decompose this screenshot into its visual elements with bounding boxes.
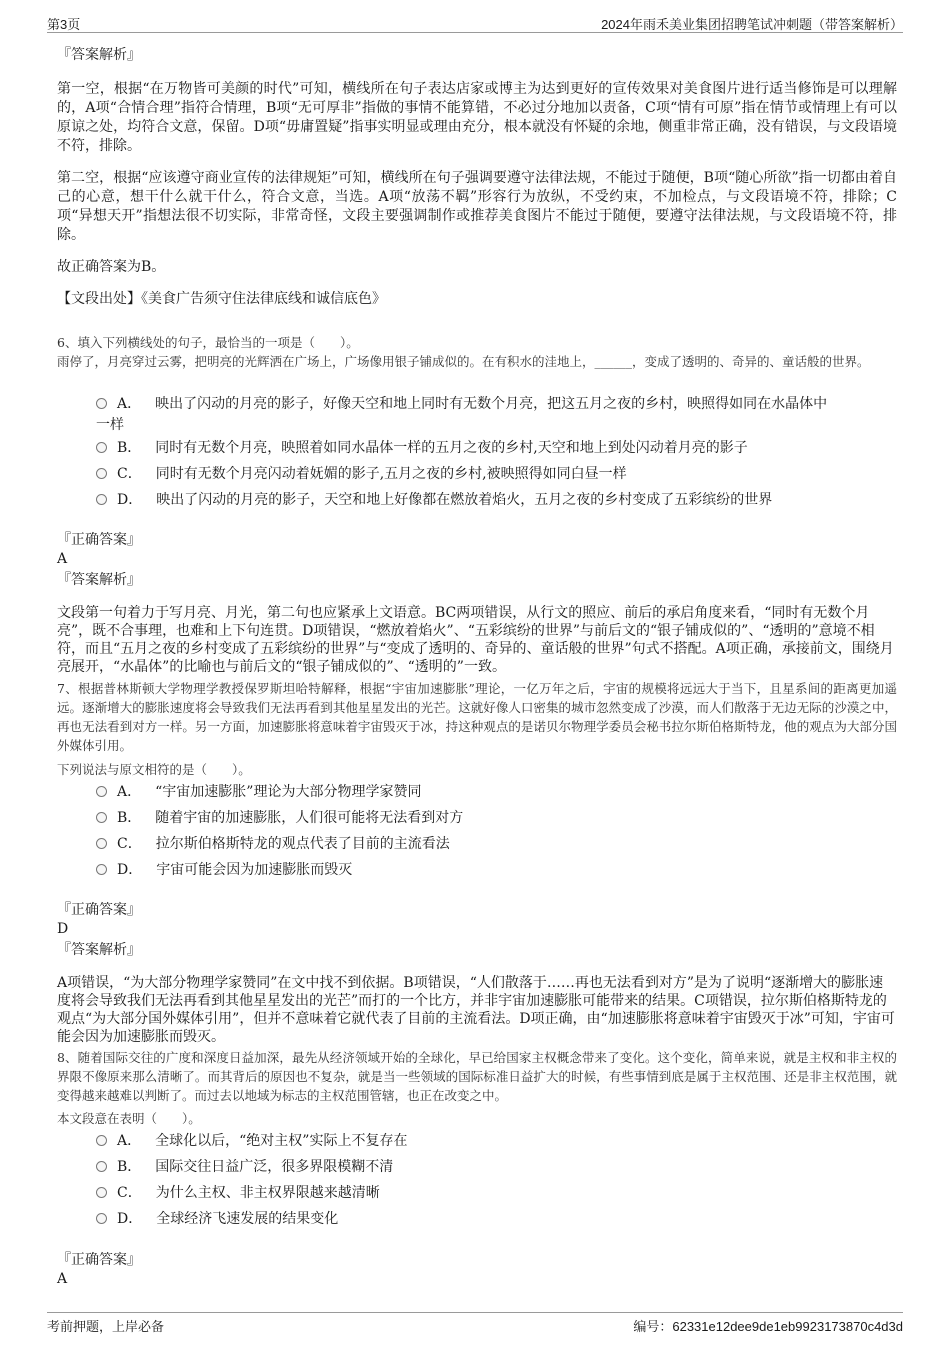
q8-option-b[interactable]: B． 国际交往日益广泛，很多界限模糊不清 <box>96 1155 886 1179</box>
q6-option-c[interactable]: C． 同时有无数个月亮闪动着妩媚的影子,五月之夜的乡村,被映照得如同白昼一样 <box>96 462 886 486</box>
q8-correct-answer: A <box>57 1271 68 1287</box>
radio-icon[interactable] <box>96 494 107 505</box>
radio-icon[interactable] <box>96 1187 107 1198</box>
q6-analysis: 文段第一句着力于写月亮、月光，第二句也应紧承上文语意。BC两项错误，从行文的照应、前后的承启角度来看，“同时有无数个月亮”，既不合事理，也难和上下句连贯。D项错误，“燃放着焰火”、“五彩缤纷的世界”与前后文的“银子铺成似的”、“透明的”意境不相符，而且“五月之夜的乡村变成了五彩缤纷的世界”与“变成了透明的、奇异的、童话般的世界”句式不搭配。A项正确，承接前文，围绕月亮展开，“水晶体”的比喻也与前后文的“银子铺成似的”、“透明的”一致。 <box>57 605 894 675</box>
radio-icon[interactable] <box>96 1213 107 1224</box>
radio-icon[interactable] <box>96 838 107 849</box>
q6-passage: 雨停了，月亮穿过云雾，把明亮的光辉洒在广场上，广场像用银子铺成似的。在有积水的洼地上，______，变成了透明的、奇异的、童话般的世界。 <box>57 354 870 369</box>
radio-icon[interactable] <box>96 1135 107 1146</box>
q5-source: 【文段出处】《美食广告须守住法律底线和诚信底色》 <box>57 291 386 307</box>
q5-analysis-label: 『答案解析』 <box>57 47 141 63</box>
q7-option-c[interactable]: C． 拉尔斯伯格斯特龙的观点代表了目前的主流看法 <box>96 832 886 856</box>
page-footer <box>47 1312 903 1335</box>
q7-stem: 7、根据普林斯顿大学物理学教授保罗斯坦哈特解释，根据“宇宙加速膨胀”理论，一亿万年之后，宇宙的规模将远远大于当下，且星系间的距离更加遥远。逐渐增大的膨胀速度将会导致我们无法再看到其他星星发出的光芒。这就好像人口密集的城市忽然变成了沙漠，而人们散落于无边无际的沙漠之中，再也无法看到对方一样。另一方面，加速膨胀将意味着宇宙毁灭于冰，持这种观点的是诺贝尔物理学委员会秘书拉尔斯伯格斯特龙，他的观点为大部分国外媒体引用。 <box>57 681 897 753</box>
radio-icon[interactable] <box>96 812 107 823</box>
radio-icon[interactable] <box>96 1161 107 1172</box>
q6-correct-answer: A <box>57 551 68 567</box>
footer-slogan: 考前押题，上岸必备 <box>47 1319 165 1334</box>
q6-option-a-cont: 一样 <box>96 417 124 433</box>
q6-stem: 6、填入下列横线处的句子，最恰当的一项是（ ）。 <box>57 335 359 350</box>
q7-option-b[interactable]: B． 随着宇宙的加速膨胀，人们很可能将无法看到对方 <box>96 806 886 830</box>
q6-option-a[interactable]: A． 映出了闪动的月亮的影子，好像天空和地上同时有无数个月亮，把这五月之夜的乡村，映照得如同在水晶体中 <box>96 392 886 416</box>
page-number: 第3页 <box>47 17 81 32</box>
q8-option-d[interactable]: D． 全球经济飞速发展的结果变化 <box>96 1207 886 1231</box>
radio-icon[interactable] <box>96 442 107 453</box>
q6-correct-label: 『正确答案』 <box>57 532 141 548</box>
page-header <box>47 10 903 33</box>
q8-option-a[interactable]: A． 全球化以后，“绝对主权”实际上不复存在 <box>96 1129 886 1153</box>
q7-correct-answer: D <box>57 921 69 937</box>
q7-analysis: A项错误，“为大部分物理学家赞同”在文中找不到依据。B项错误，“人们散落于……再也无法看到对方”是为了说明“逐渐增大的膨胀速度将会导致我们无法再看到其他星星发出的光芒”而打的一个比方，并非宇宙加速膨胀可能带来的结果。C项错误，拉尔斯伯格斯特龙的观点“为大部分国外媒体引用”，但并不意味着它就代表了目前的主流看法。D项正确，由“加速膨胀将意味着宇宙毁灭于冰”可知，宇宙可能会因为加速膨胀而毁灭。 <box>57 975 895 1045</box>
q8-correct-label: 『正确答案』 <box>57 1252 141 1268</box>
radio-icon[interactable] <box>96 786 107 797</box>
q5-analysis-para1: 第一空，根据“在万物皆可美颜的时代”可知，横线所在句子表达店家或博主为达到更好的宣传效果对美食图片进行适当修饰是可以理解的，A项“合情合理”指符合情理，B项“无可厚非”指做的事情不能算错，不必过分地加以责备，C项“情有可原”指在情节或情理上有可以原谅之处，均符合文意，保留。D项“毋庸置疑”指事实明显或理由充分，根本就没有怀疑的余地，侧重非常正确，没有错误，与文段语境不符，排除。 <box>57 81 897 154</box>
q8-stem: 8、随着国际交往的广度和深度日益加深，最先从经济领域开始的全球化，早已给国家主权概念带来了变化。这个变化，简单来说，就是主权和非主权的界限不像原来那么清晰了。而其背后的原因也不复杂，就是当一些领域的国际标准日益扩大的时候，有些事情到底是属于主权范围、还是非主权范围，就变得越来越难以判断了。而过去以地域为标志的主权范围管辖，也正在改变之中。 <box>57 1050 897 1103</box>
q6-analysis-label: 『答案解析』 <box>57 572 141 588</box>
q7-option-d[interactable]: D． 宇宙可能会因为加速膨胀而毁灭 <box>96 858 886 882</box>
q6-option-b[interactable]: B． 同时有无数个月亮，映照着如同水晶体一样的五月之夜的乡村,天空和地上到处闪动着月亮的影子 <box>96 436 886 460</box>
q8-question: 本文段意在表明（ ）。 <box>57 1111 201 1126</box>
q7-analysis-label: 『答案解析』 <box>57 942 141 958</box>
radio-icon[interactable] <box>96 864 107 875</box>
q7-question: 下列说法与原文相符的是（ ）。 <box>57 762 251 777</box>
footer-serial: 编号：62331e12dee9de1eb9923173870c4d3d <box>633 1319 903 1334</box>
q7-option-a[interactable]: A． “宇宙加速膨胀”理论为大部分物理学家赞同 <box>96 780 886 804</box>
q5-conclusion: 故正确答案为B。 <box>57 259 166 275</box>
radio-icon[interactable] <box>96 398 107 409</box>
document-title: 2024年雨禾美业集团招聘笔试冲刺题（带答案解析） <box>601 17 903 32</box>
q5-analysis-para2: 第二空，根据“应该遵守商业宣传的法律规矩”可知，横线所在句子强调要遵守法律法规，不能过于随便，B项“随心所欲”指一切都由着自己的心意，想干什么就干什么，符合文意，当选。A项“放荡不羁”形容行为放纵，不受约束，不加检点，与文段语境不符，排除；C项“异想天开”指想法很不切实际，非常奇怪，文段主要强调制作或推荐美食图片不能过于随便，要遵守法律法规，与文段语境不符，排除。 <box>57 170 897 243</box>
q8-option-c[interactable]: C． 为什么主权、非主权界限越来越清晰 <box>96 1181 886 1205</box>
q6-option-d[interactable]: D． 映出了闪动的月亮的影子，天空和地上好像都在燃放着焰火，五月之夜的乡村变成了五彩缤纷的世界 <box>96 488 886 512</box>
q7-correct-label: 『正确答案』 <box>57 902 141 918</box>
radio-icon[interactable] <box>96 468 107 479</box>
